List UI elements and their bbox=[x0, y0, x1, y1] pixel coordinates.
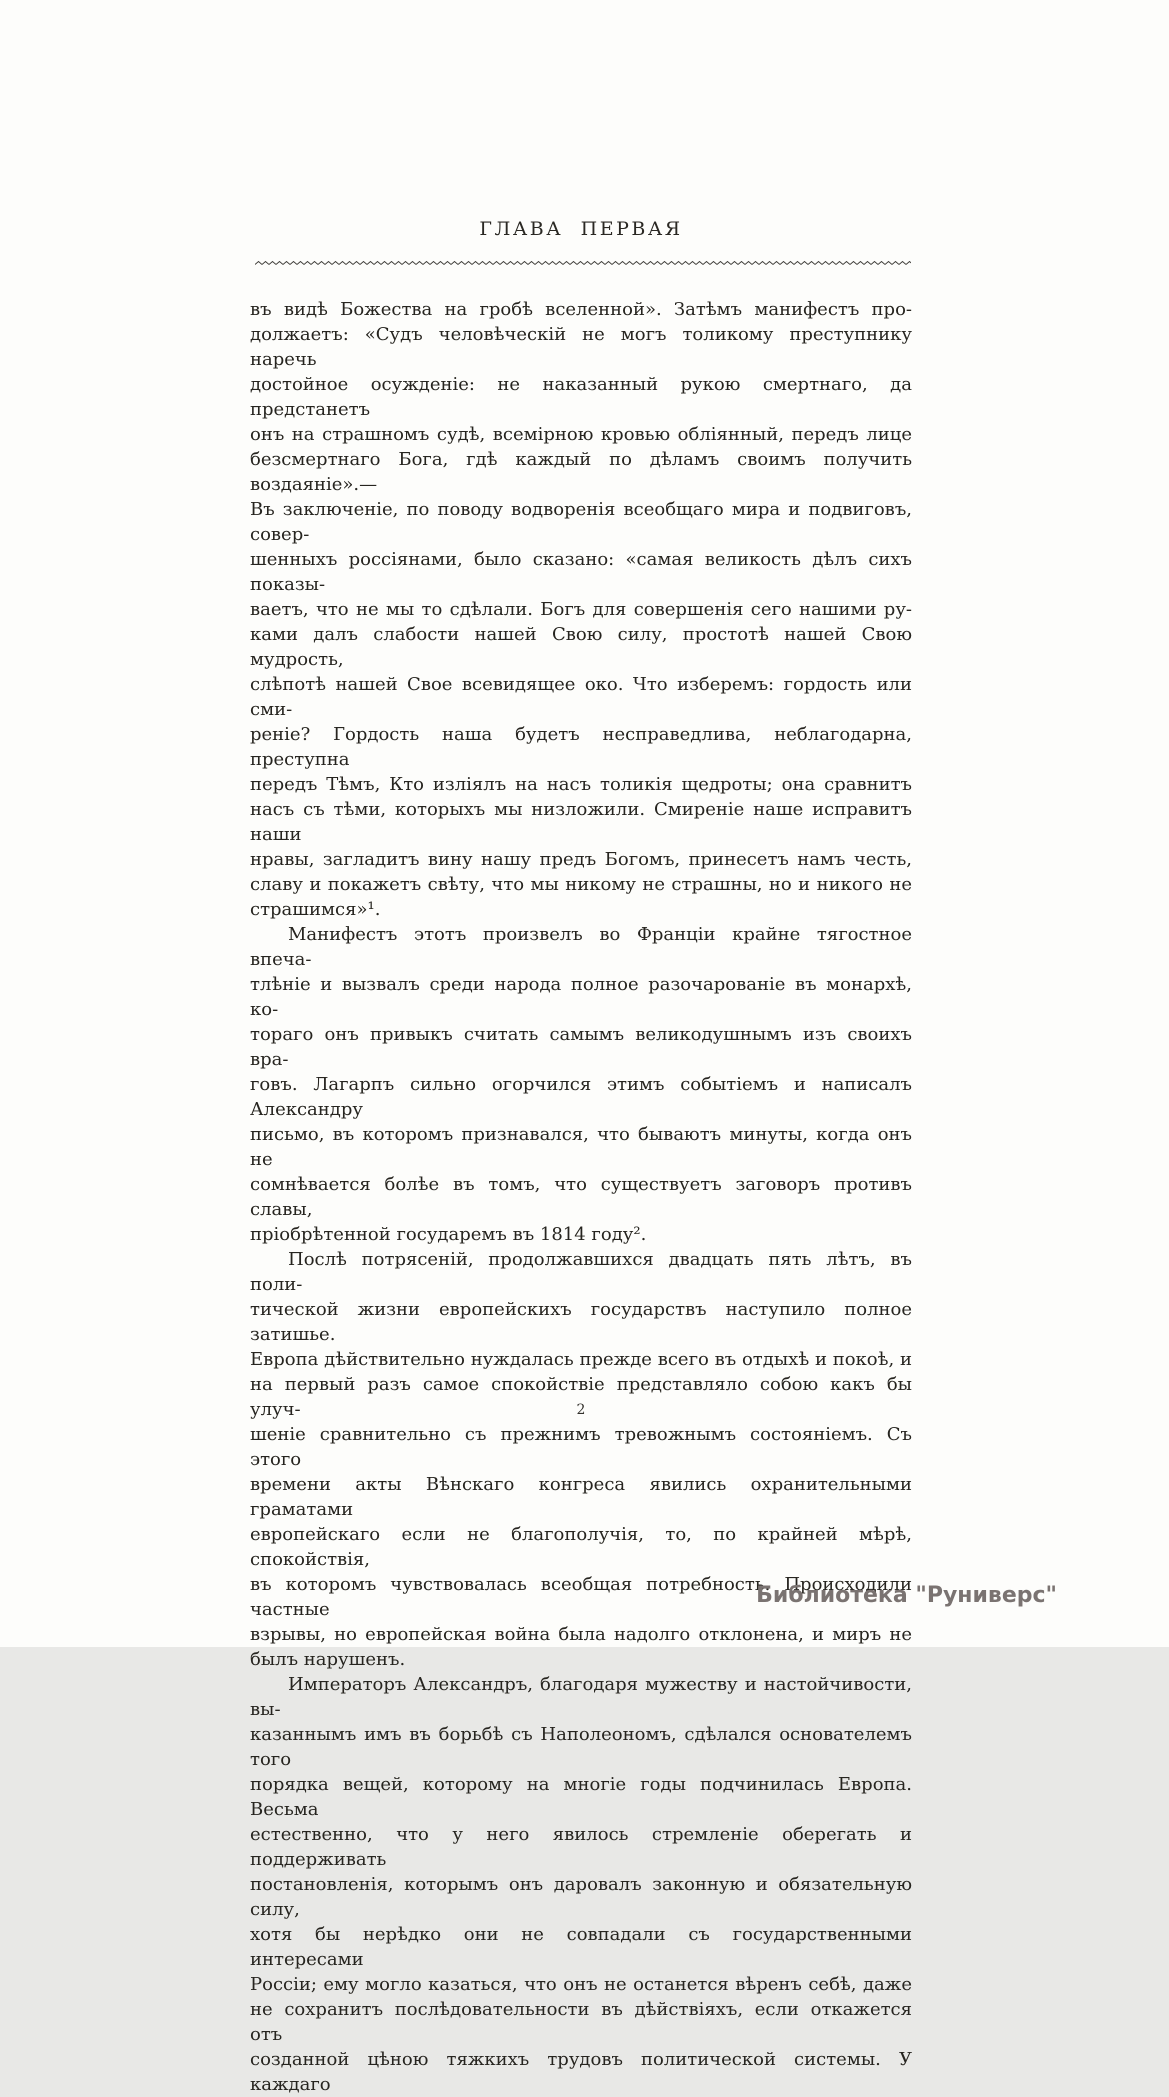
text-line: шеніе сравнительно съ прежнимъ тревожнымъ состояніемъ. Съ этого bbox=[250, 1424, 912, 1470]
text-line: говъ. Лагарпъ сильно огорчился этимъ событіемъ и написалъ Александру bbox=[250, 1074, 912, 1120]
text-line: естественно, что у него явилось стремленіе оберегать и поддерживать bbox=[250, 1824, 912, 1870]
decorative-wavy-rule bbox=[255, 260, 911, 266]
text-line: насъ съ тѣми, которыхъ мы низложили. Смиреніе наше исправитъ наши bbox=[250, 799, 912, 845]
text-line: Манифестъ этотъ произвелъ во Франціи крайне тягостное впеча- bbox=[250, 924, 912, 970]
text-line: тической жизни европейскихъ государствъ наступило полное затишье. bbox=[250, 1299, 912, 1345]
text-line: страшимся»¹. bbox=[250, 899, 381, 920]
paragraph bbox=[250, 1672, 912, 2097]
text-line: реніе? Гордость наша будетъ несправедлива, неблагодарна, преступна bbox=[250, 724, 912, 770]
text-line: должаетъ: «Судъ человѣческій не могъ толикому преступнику наречь bbox=[250, 324, 912, 370]
paragraph bbox=[250, 297, 912, 922]
text-line: былъ нарушенъ. bbox=[250, 1649, 406, 1670]
text-line: пріобрѣтенной государемъ въ 1814 году². bbox=[250, 1224, 647, 1245]
text-line: ками далъ слабости нашей Свою силу, простотѣ нашей Свою мудрость, bbox=[250, 624, 912, 670]
text-line: взрывы, но европейская война была надолго отклонена, и миръ не bbox=[250, 1624, 912, 1645]
text-line: Европа дѣйствительно нуждалась прежде всего въ отдыхѣ и покоѣ, и bbox=[250, 1349, 912, 1370]
text-line: шенныхъ россіянами, было сказано: «самая великость дѣлъ сихъ показы- bbox=[250, 549, 912, 595]
paragraph bbox=[250, 922, 912, 1247]
text-line: Въ заключеніе, по поводу водворенія всеобщаго мира и подвиговъ, совер- bbox=[250, 499, 912, 545]
text-line: тлѣніе и вызвалъ среди народа полное разочарованіе въ монархѣ, ко- bbox=[250, 974, 912, 1020]
text-line: слѣпотѣ нашей Свое всевидящее око. Что изберемъ: гордость или сми- bbox=[250, 674, 912, 720]
text-line: постановленія, которымъ онъ даровалъ законную и обязательную силу, bbox=[250, 1874, 912, 1920]
text-line: созданной цѣною тяжкихъ трудовъ политической системы. У каждаго bbox=[250, 2049, 912, 2095]
text-line: сомнѣвается болѣе въ томъ, что существуетъ заговоръ противъ славы, bbox=[250, 1174, 912, 1220]
text-line: европейскаго если не благополучія, то, по крайней мѣрѣ, спокойствія, bbox=[250, 1524, 912, 1570]
text-line: казаннымъ имъ въ борьбѣ съ Наполеономъ, сдѣлался основателемъ того bbox=[250, 1724, 912, 1770]
text-line: Послѣ потрясеній, продолжавшихся двадцать пять лѣтъ, въ поли- bbox=[250, 1249, 912, 1295]
text-line: времени акты Вѣнскаго конгреса явились охранительными граматами bbox=[250, 1474, 912, 1520]
page-number: 2 bbox=[576, 1402, 586, 1418]
text-line: тораго онъ привыкъ считать самымъ великодушнымъ изъ своихъ вра- bbox=[250, 1024, 912, 1070]
text-line: передъ Тѣмъ, Кто изліялъ на насъ толикія щедроты; она сравнитъ bbox=[250, 774, 912, 795]
text-line: не сохранитъ послѣдовательности въ дѣйствіяхъ, если откажется отъ bbox=[250, 1999, 912, 2045]
text-line: Россіи; ему могло казаться, что онъ не останется вѣренъ себѣ, даже bbox=[250, 1974, 912, 1995]
text-line: славу и покажетъ свѣту, что мы никому не страшны, но и никого не bbox=[250, 874, 912, 895]
text-line: письмо, въ которомъ признавался, что бываютъ минуты, когда онъ не bbox=[250, 1124, 912, 1170]
paragraph bbox=[250, 1247, 912, 1672]
text-line: нравы, загладитъ вину нашу предъ Богомъ, принесетъ намъ честь, bbox=[250, 849, 912, 870]
text-line: Императоръ Александръ, благодаря мужеству и настойчивости, вы- bbox=[250, 1674, 912, 1720]
text-line: въ видѣ Божества на гробѣ вселенной». Затѣмъ манифестъ про- bbox=[250, 299, 912, 320]
text-line: въ которомъ чувствовалась всеобщая потребность. Происходили частные bbox=[250, 1574, 912, 1620]
text-line: онъ на страшномъ судѣ, всемірною кровью обліянный, передъ лице bbox=[250, 424, 912, 445]
chapter-heading: ГЛАВА ПЕРВАЯ bbox=[479, 218, 683, 240]
text-line: хотя бы нерѣдко они не совпадали съ государственными интересами bbox=[250, 1924, 912, 1970]
text-line: ваетъ, что не мы то сдѣлали. Богъ для совершенія сего нашими ру- bbox=[250, 599, 912, 620]
text-line: на первый разъ самое спокойствіе представляло собою какъ бы улуч- bbox=[250, 1374, 912, 1420]
text-line: безсмертнаго Бога, гдѣ каждый по дѣламъ своимъ получить воздаяніе».— bbox=[250, 449, 912, 495]
text-line: достойное осужденіе: не наказанный рукою смертнаго, да предстанетъ bbox=[250, 374, 912, 420]
body-text bbox=[250, 297, 912, 2097]
library-watermark: Библиотека "Руниверс" bbox=[756, 1583, 1057, 1608]
text-line: порядка вещей, которому на многіе годы подчинилась Европа. Весьма bbox=[250, 1774, 912, 1820]
